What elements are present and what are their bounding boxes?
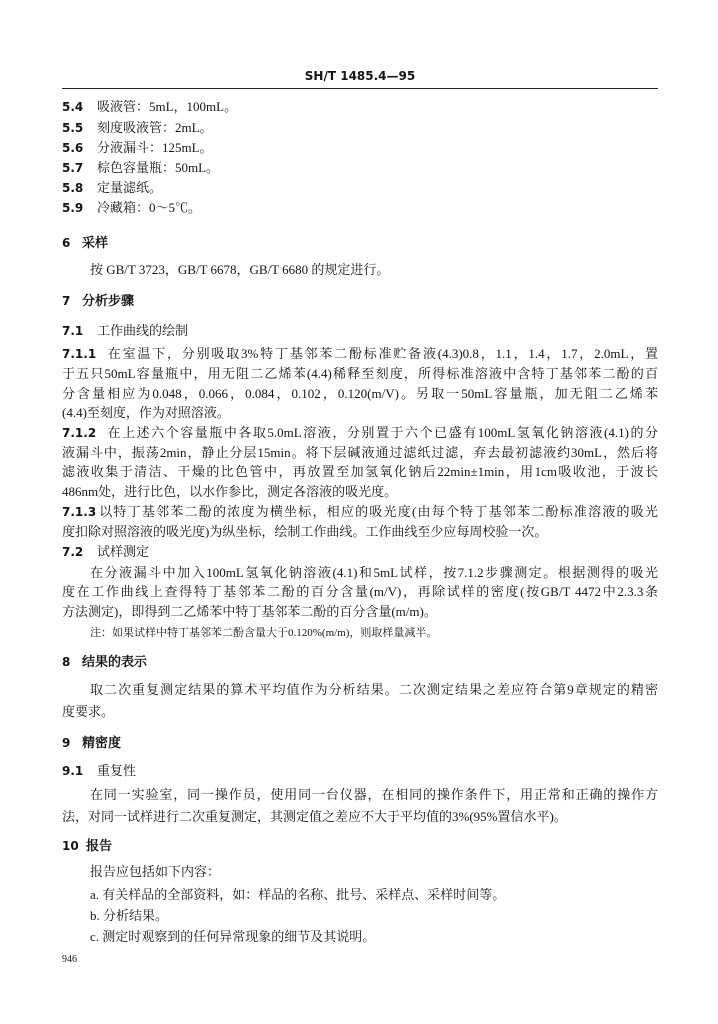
clause-number: 5.4 (62, 100, 84, 114)
page-number: 946 (62, 954, 77, 965)
subsection-heading-sample-test (62, 542, 658, 562)
equipment-item (62, 138, 658, 158)
paragraph-line (62, 344, 658, 364)
section-title: 采样 (82, 236, 109, 251)
report-list-item: a. 有关样品的全部资料，如：样品的名称、批号、采样点、采样时间等。 (90, 887, 506, 902)
subsection-title: 试样测定 (97, 544, 150, 559)
section-title: 精密度 (82, 736, 122, 751)
note-text: 注：如果试样中特丁基邻苯二酚含量大于0.120%(m/m)，则取样量减半。 (90, 627, 438, 639)
equipment-item (62, 178, 658, 198)
section-heading-results (62, 652, 658, 672)
header-rule (62, 88, 658, 89)
subsection-heading-curve (62, 321, 658, 341)
equipment-text: 分液漏斗：125mL。 (97, 140, 213, 155)
paragraph-line: 度扣除对照溶液的吸光度)为纵坐标，绘制工作曲线。工作曲线至少应每周校验一次。 (62, 524, 548, 539)
subsection-title: 重复性 (97, 763, 137, 778)
paragraph-line: 滤液收集于清洁、干燥的比色管中，再放置至加氢氧化钠后22min±1min，用1cm吸收池，于波长 (62, 464, 658, 479)
paragraph-line: 在分液漏斗中加入100mL氢氧化钠溶液(4.1)和5mL试样，按7.1.2步骤测定。根据测得的吸光 (90, 565, 658, 580)
report-list-item: c. 测定时观察到的任何异常现象的细节及其说明。 (90, 929, 376, 944)
paragraph-line: 法，对同一试样进行二次重复测定，其测定值之差应不大于平均值的3%(95%置信水平)。 (62, 809, 567, 824)
clause-number: 7.1.3 (62, 505, 97, 519)
paragraph-line: 于五只50mL容量瓶中，用无阻二乙烯苯(4.4)稀释至刻度，所得标准溶液中含特丁基邻苯二酚的百 (62, 366, 658, 381)
clause-number: 7.1.2 (62, 426, 97, 440)
equipment-item (62, 198, 658, 218)
paragraph-line: 取二次重复测定结果的算术平均值作为分析结果。二次测定结果之差应符合第9章规定的精密 (90, 682, 658, 697)
paragraph-line: 分含量相应为0.048，0.066，0.084，0.102，0.120(m/V)。另取一50mL容量瓶，加无阻二乙烯苯 (62, 386, 658, 401)
clause-number: 7.1 (62, 324, 84, 338)
paragraph-line (62, 502, 658, 522)
equipment-item (62, 158, 658, 178)
section-title: 报告 (86, 839, 113, 854)
paragraph-line: 方法测定)，即得到二乙烯苯中特丁基邻苯二酚的百分含量(m/m)。 (62, 604, 437, 619)
section-heading-sampling (62, 233, 658, 253)
clause-number: 5.5 (62, 121, 84, 135)
paragraph-line: (4.4)至刻度，作为对照溶液。 (62, 405, 230, 420)
equipment-text: 棕色容量瓶：50mL。 (97, 160, 220, 175)
paragraph-line (62, 423, 658, 443)
report-list-item: b. 分析结果。 (90, 908, 169, 923)
clause-number: 5.7 (62, 161, 84, 175)
equipment-text: 定量滤纸。 (97, 180, 163, 195)
clause-number: 9.1 (62, 764, 84, 778)
paragraph-line: 度在工作曲线上查得特丁基邻苯二酚的百分含量(m/V)，再除试样的密度(按GB/T 4472中2.3.3条 (62, 584, 658, 599)
standard-code-header: SH/T 1485.4—95 (304, 69, 416, 83)
section-heading-report (62, 836, 658, 856)
paragraph-line: 在同一实验室，同一操作员，使用同一台仪器，在相同的操作条件下，用正常和正确的操作方 (90, 787, 658, 802)
section-number: 9 (62, 736, 71, 750)
paragraph-line: 度要求。 (62, 704, 115, 719)
clause-number: 5.6 (62, 141, 84, 155)
clause-number: 7.1.1 (62, 347, 97, 361)
section-number: 10 (62, 839, 79, 853)
subsection-title: 工作曲线的绘制 (97, 323, 189, 338)
clause-number: 7.2 (62, 545, 84, 559)
sampling-paragraph: 按 GB/T 3723，GB/T 6678，GB/T 6680 的规定进行。 (90, 262, 390, 277)
paragraph-line: 486nm处，进行比色，以水作参比，测定各溶液的吸光度。 (62, 484, 398, 499)
paragraph-text: 在上述六个容量瓶中各取5.0mL溶液，分别置于六个已盛有100mL氢氧化钠溶液(4.1)的分 (106, 425, 658, 440)
clause-number: 5.8 (62, 181, 84, 195)
equipment-item (62, 97, 658, 117)
report-intro: 报告应包括如下内容： (90, 864, 221, 879)
paragraph-text: 在室温下，分别吸取3%特丁基邻苯二酚标准贮备液(4.3)0.8，1.1，1.4，1.7，2.0mL，置 (106, 346, 658, 361)
equipment-text: 冷藏箱：0～5℃。 (97, 200, 202, 215)
section-number: 6 (62, 236, 71, 250)
subsection-heading-repeatability (62, 761, 658, 781)
section-number: 7 (62, 294, 71, 308)
clause-number: 5.9 (62, 201, 84, 215)
section-heading-analysis (62, 291, 658, 311)
equipment-text: 吸液管：5mL，100mL。 (97, 99, 238, 114)
equipment-item (62, 118, 658, 138)
paragraph-text: 以特丁基邻苯二酚的浓度为横坐标，相应的吸光度(由每个特丁基邻苯二酚标准溶液的吸光 (98, 504, 658, 519)
equipment-text: 刻度吸液管：2mL。 (97, 120, 213, 135)
section-title: 分析步骤 (82, 294, 135, 309)
section-heading-precision (62, 733, 658, 753)
section-title: 结果的表示 (82, 655, 148, 670)
paragraph-line: 液漏斗中，振荡2min，静止分层15min。将下层碱液通过滤纸过滤，弃去最初滤液约30mL，然后将 (62, 445, 658, 460)
section-number: 8 (62, 655, 71, 669)
